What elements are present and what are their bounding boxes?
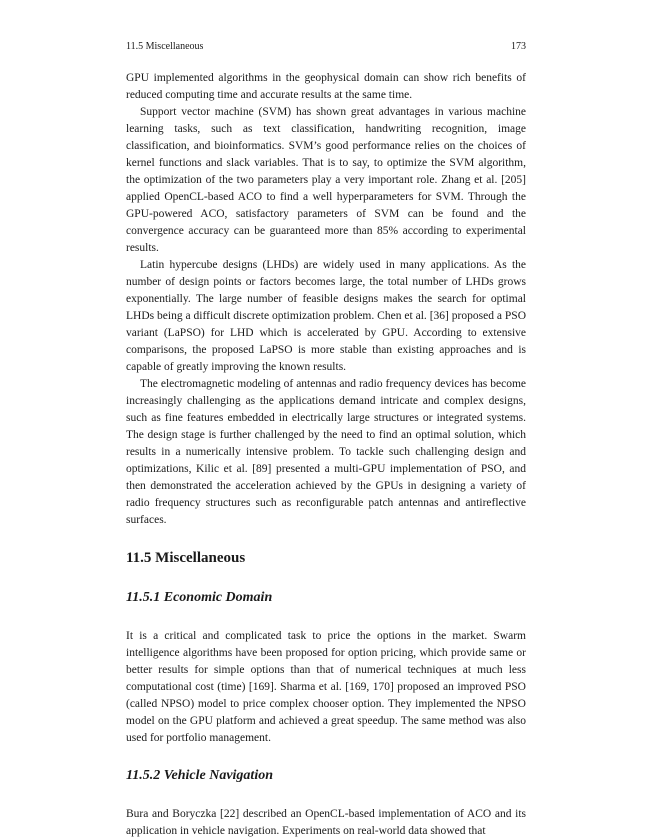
section-heading-miscellaneous: 11.5 Miscellaneous (126, 550, 246, 566)
paragraph-svm: Support vector machine (SVM) has shown great advantages in various machine learning tasks, such as text classification, handwriting recognition, image classification, and bioinformatics. SVM’s good performance relies on the choices of kernel functions and slack variables. That is to say, to optimize the SVM algorithm, the optimization of the two parameters play a very important role. Zhang et al. [205] applied OpenCL-based ACO to find a well hyperparameters for SVM. Through the GPU-powered ACO, satisfactory parameters of SVM can be found and the convergence accuracy can be guaranteed more than 85% according to experimental results. (126, 106, 526, 254)
book-page (126, 40, 526, 840)
paragraph-vehicle-navigation: Bura and Boryczka [22] described an OpenCL-based implementation of ACO and its application in vehicle navigation. Experiments on real-world data showed that (126, 808, 526, 837)
paragraph-lhd: Latin hypercube designs (LHDs) are widely used in many applications. As the number of design points or factors becomes large, the total number of LHDs grows exponentially. The large number of feasible designs makes the search for optimal LHDs being a difficult discrete optimization problem. Chen et al. [36] proposed a PSO variant (LaPSO) for LHD which is accelerated by GPU. According to extensive comparisons, the proposed LaPSO is more stable than existing approaches and is capable of greatly improving the known results. (126, 259, 526, 373)
running-header (126, 40, 526, 54)
paragraph-geophysical-conclusion: GPU implemented algorithms in the geophysical domain can show rich benefits of reduced computing time and accurate results at the same time. (126, 72, 526, 101)
paragraph-economic-domain: It is a critical and complicated task to price the options in the market. Swarm intelligence algorithms have been proposed for option pricing, which provide same or better results for simple options than that of numerical techniques at much less computational cost (time) [169]. Sharma et al. [169, 170] proposed an improved PSO (called NPSO) model to price complex chooser option. They implemented the NPSO model on the GPU platform and achieved a great speedup. The same method was also used for portfolio management. (126, 630, 526, 744)
paragraph-electromagnetic: The electromagnetic modeling of antennas and radio frequency devices has become increasingly challenging as the applications demand intricate and complex designs, such as fine features embedded in electrically large structures or integrated systems. The design stage is further challenged by the need to find an optimal solution, which results in a numerically intensive problem. To tackle such challenging design and optimizations, Kilic et al. [89] presented a multi-GPU implementation of PSO, and then demonstrated the acceleration achieved by the GPUs in designing a variety of radio frequency structures such as reconfigurable patch antennas and antireflective surfaces. (126, 378, 526, 526)
running-header-title: 11.5 Miscellaneous (126, 41, 204, 52)
page-number: 173 (511, 41, 526, 52)
subsection-heading-economic-domain: 11.5.1 Economic Domain (126, 590, 273, 605)
subsection-heading-vehicle-navigation: 11.5.2 Vehicle Navigation (126, 768, 273, 783)
